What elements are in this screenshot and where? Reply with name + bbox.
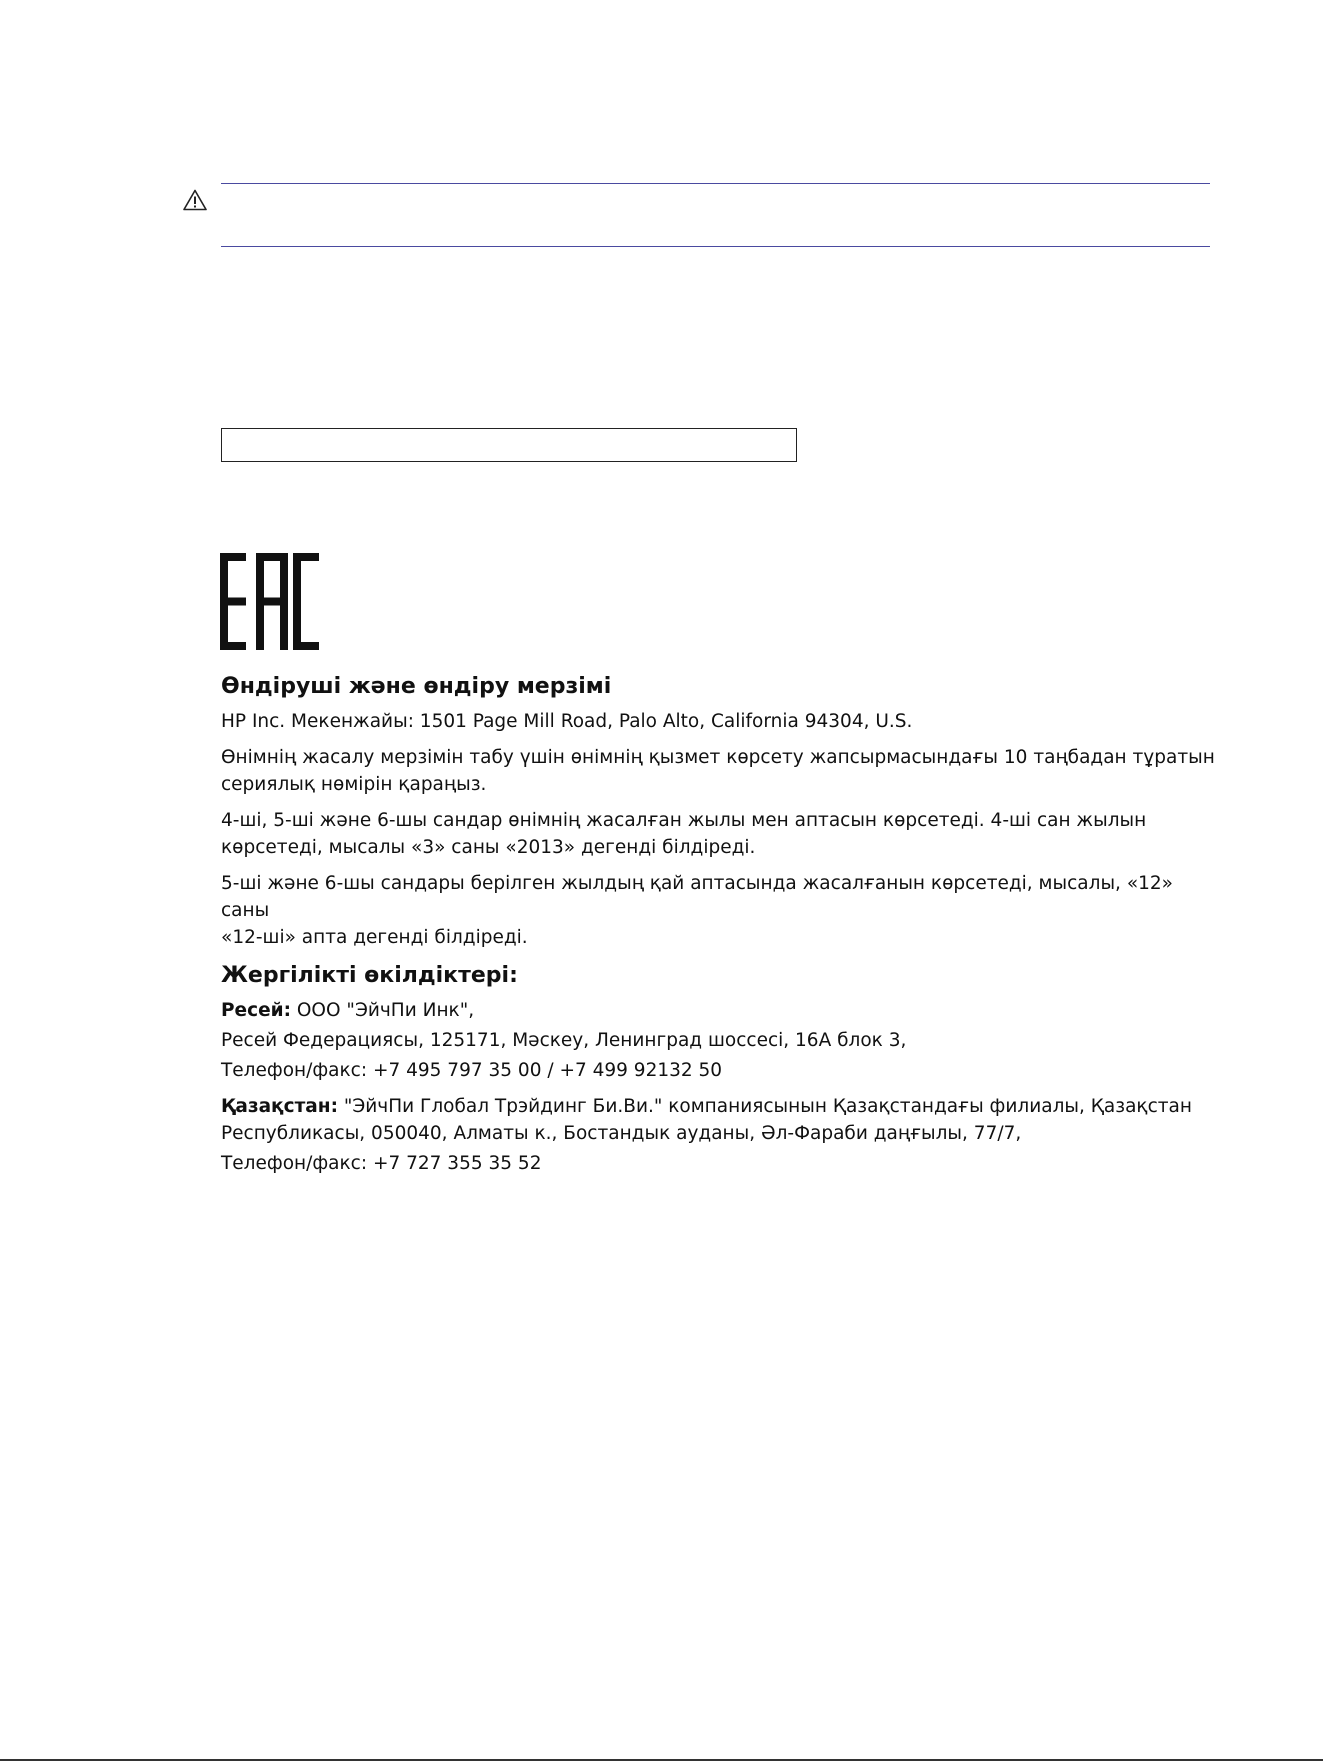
digits-info-line2: көрсетеді, мысалы «3» саны «2013» дегенді білдіреді.: [221, 837, 756, 858]
serial-info-line2: сериялық нөмірін қараңыз.: [221, 774, 487, 795]
warning-bottom-rule: [221, 246, 1210, 247]
week-info-line1: 5-ші және 6-шы сандары берілген жылдың қай аптасында жасалғанын көрсетеді, мысалы, «12» саны: [221, 873, 1173, 921]
russia-company: ООО "ЭйчПи Инк",: [290, 1000, 475, 1021]
week-info-paragraph: [221, 870, 1221, 951]
kazakhstan-company: "ЭйчПи Глобал Трэйдинг Би.Ви." компаниясынын Қазақстандағы филиалы, Қазақстан: [337, 1096, 1192, 1117]
warning-triangle-icon: [183, 189, 207, 211]
russia-label: Ресей:: [221, 1000, 291, 1021]
empty-bordered-box: [221, 428, 797, 462]
digits-info-line1: 4-ші, 5-ші және 6-шы сандар өнімнің жасалған жылы мен аптасын көрсетеді. 4-ші сан жылын: [221, 810, 1147, 831]
representatives-heading: Жергілікті өкілдіктері:: [221, 963, 518, 988]
kazakhstan-phone: Телефон/факс: +7 727 355 35 52: [221, 1153, 542, 1174]
serial-info-line1: Өнімнің жасалу мерзімін табу үшін өнімнің қызмет көрсету жапсырмасындағы 10 таңбадан тұратын: [221, 747, 1215, 768]
russia-phone: Телефон/факс: +7 495 797 35 00 / +7 499 92132 50: [221, 1060, 723, 1081]
manufacturer-heading: Өндіруші және өндіру мерзімі: [221, 674, 612, 699]
eac-conformity-mark-icon: [220, 553, 319, 650]
week-info-line2: «12-ші» апта дегенді білдіреді.: [221, 927, 528, 948]
warning-top-rule: [221, 183, 1210, 184]
manufacturer-address: HP Inc. Мекенжайы: 1501 Page Mill Road, Palo Alto, California 94304, U.S.: [221, 711, 913, 732]
serial-info-paragraph: [221, 744, 1221, 798]
main-content: [221, 672, 1221, 1186]
russia-address: Ресей Федерациясы, 125171, Мәскеу, Ленинград шоссесі, 16А блок 3,: [221, 1030, 907, 1051]
russia-company-line: [221, 997, 1221, 1024]
digits-info-paragraph: [221, 807, 1221, 861]
kazakhstan-label: Қазақстан:: [221, 1096, 338, 1117]
kazakhstan-company-line: [221, 1093, 1221, 1147]
kazakhstan-address: Республикасы, 050040, Алматы к., Бостандык ауданы, Әл-Фараби даңғылы, 77/7,: [221, 1123, 1022, 1144]
